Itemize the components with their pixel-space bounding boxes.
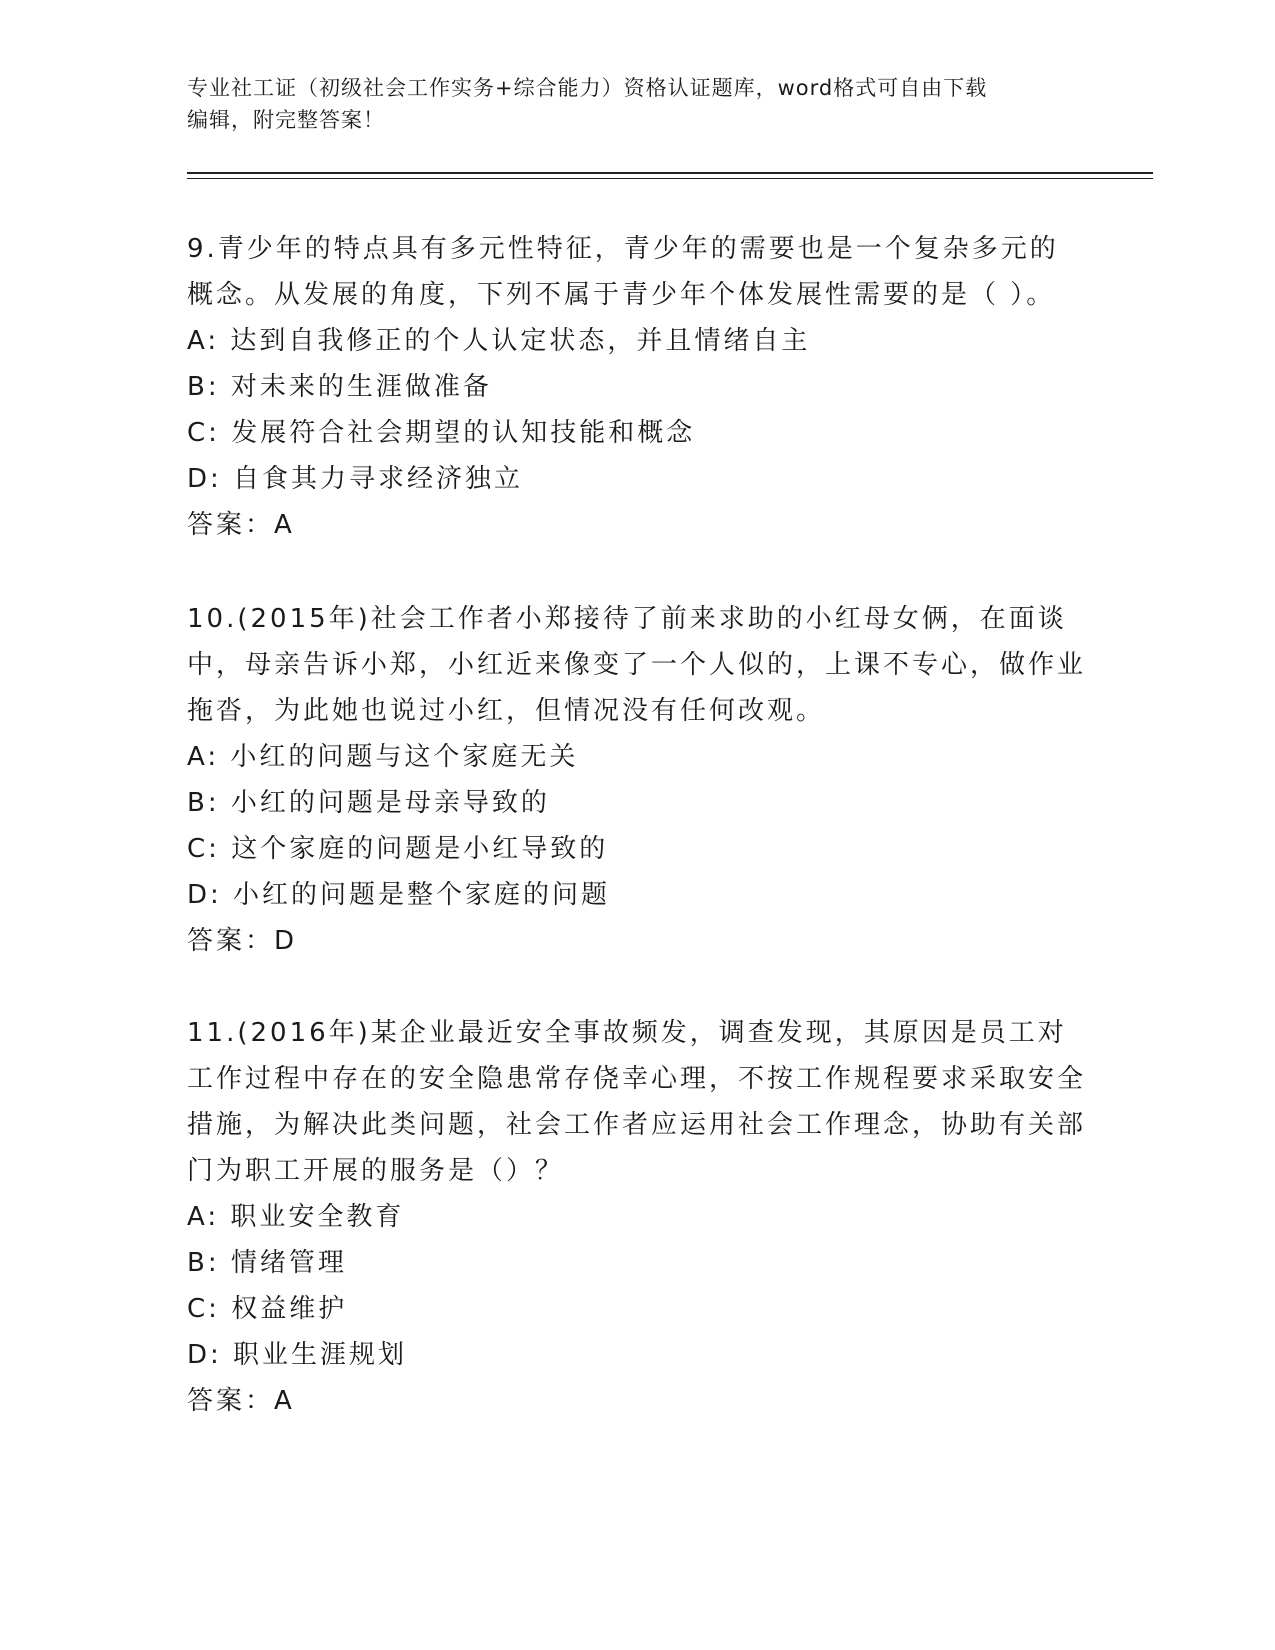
option-key: B: [187, 788, 220, 818]
header-line-2: 编辑，附完整答案！ [187, 108, 385, 132]
option-a [187, 318, 1087, 364]
option-a [187, 734, 1087, 780]
header-rule-top [187, 172, 1153, 174]
header-rule-bottom [187, 178, 1153, 179]
option-b [187, 364, 1087, 410]
option-text: 小红的问题是整个家庭的问题 [233, 880, 611, 910]
option-text: 发展符合社会期望的认知技能和概念 [231, 418, 696, 448]
option-d [187, 456, 1087, 502]
option-c [187, 826, 1087, 872]
question-9 [187, 226, 1087, 548]
question-11 [187, 1010, 1087, 1424]
option-key: C: [187, 418, 220, 448]
answer-value: D [274, 926, 298, 956]
option-key: C: [187, 834, 220, 864]
option-d [187, 1332, 1087, 1378]
option-key: B: [187, 372, 220, 402]
question-stem: 11.(2016年)某企业最近安全事故频发，调查发现，其原因是员工对工作过程中存在的安全隐患常存侥幸心理，不按工作规程要求采取安全措施，为解决此类问题，社会工作者应运用社会工作理念，协助有关部门为职工开展的服务是（）？ [187, 1018, 1087, 1186]
option-key: D: [187, 880, 222, 910]
option-key: D: [187, 1340, 222, 1370]
option-key: D: [187, 464, 222, 494]
option-b [187, 780, 1087, 826]
option-text: 自食其力寻求经济独立 [233, 464, 524, 494]
option-text: 职业安全教育 [230, 1202, 405, 1232]
option-text: 这个家庭的问题是小红导致的 [231, 834, 609, 864]
answer-line [187, 502, 1087, 548]
option-key: A: [187, 742, 220, 772]
question-10 [187, 596, 1087, 964]
question-stem: 9.青少年的特点具有多元性特征，青少年的需要也是一个复杂多元的概念。从发展的角度，下列不属于青少年个体发展性需要的是（ ）。 [187, 234, 1059, 310]
answer-label: 答案： [187, 1386, 275, 1416]
option-text: 权益维护 [231, 1294, 348, 1324]
document-header [187, 72, 1087, 136]
option-a [187, 1194, 1087, 1240]
answer-value: A [274, 510, 295, 540]
answer-line [187, 1378, 1087, 1424]
answer-value: A [274, 1386, 295, 1416]
option-key: C: [187, 1294, 220, 1324]
option-c [187, 410, 1087, 456]
option-c [187, 1286, 1087, 1332]
answer-label: 答案： [187, 926, 275, 956]
option-d [187, 872, 1087, 918]
option-key: A: [187, 326, 220, 356]
option-text: 对未来的生涯做准备 [230, 372, 492, 402]
header-line-1: 专业社工证（初级社会工作实务+综合能力）资格认证题库，word格式可自由下载 [187, 76, 988, 100]
option-key: B: [187, 1248, 220, 1278]
answer-line [187, 918, 1087, 964]
option-text: 小红的问题是母亲导致的 [230, 788, 550, 818]
option-text: 职业生涯规划 [233, 1340, 408, 1370]
option-text: 情绪管理 [230, 1248, 347, 1278]
answer-label: 答案： [187, 510, 275, 540]
option-key: A: [187, 1202, 220, 1232]
option-text: 达到自我修正的个人认定状态，并且情绪自主 [230, 326, 811, 356]
option-text: 小红的问题与这个家庭无关 [230, 742, 579, 772]
question-stem: 10.(2015年)社会工作者小郑接待了前来求助的小红母女俩，在面谈中，母亲告诉小郑，小红近来像变了一个人似的，上课不专心，做作业拖沓，为此她也说过小红，但情况没有任何改观。 [187, 604, 1087, 726]
option-b [187, 1240, 1087, 1286]
